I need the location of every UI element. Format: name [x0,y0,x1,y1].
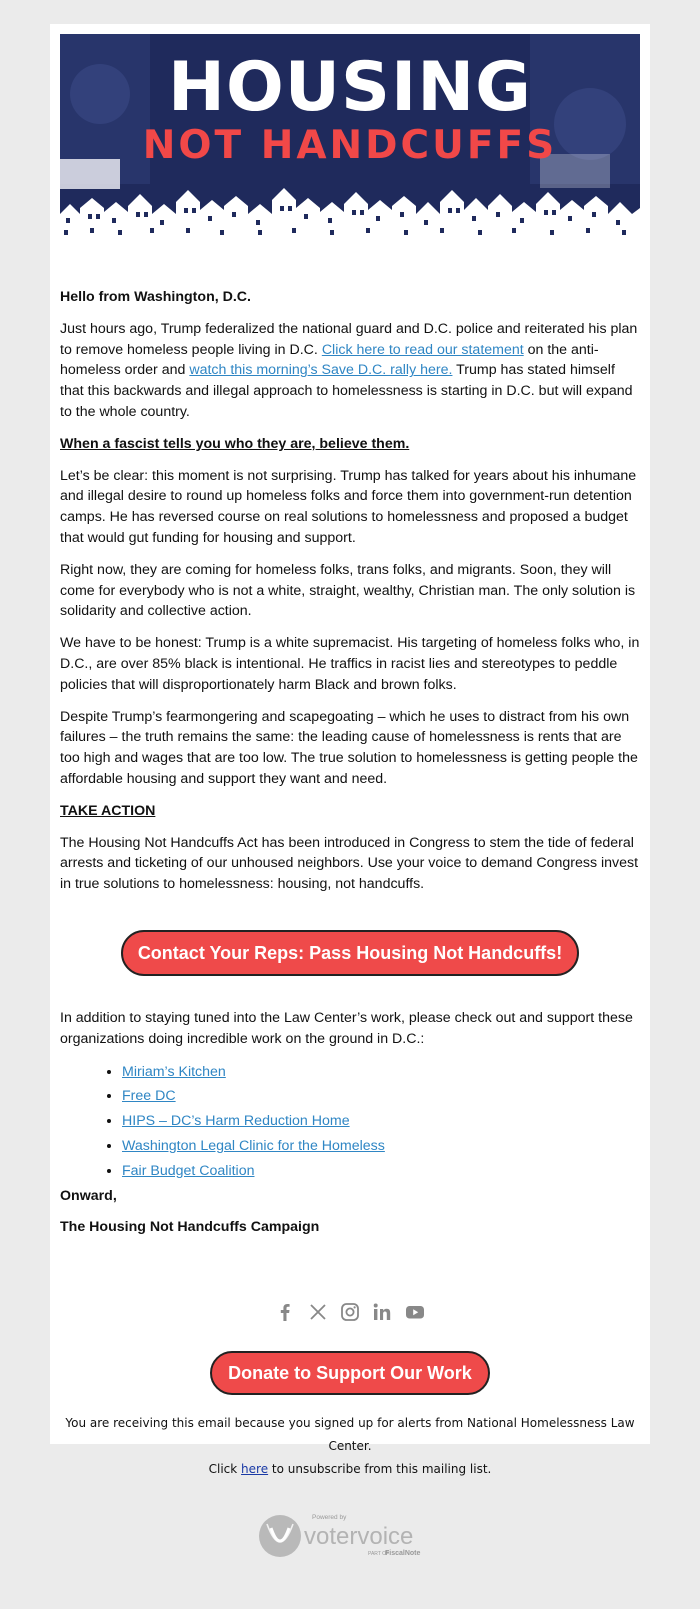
email-card [50,24,650,1444]
footer-notice: You are receiving this email because you signed up for alerts from National Homelessness Law Center. [65,1416,635,1453]
org-link-miriams-kitchen[interactable]: Miriam’s Kitchen [122,1063,226,1080]
heading-fascist: When a fascist tells you who they are, believe them. [60,435,410,452]
list-item [122,1136,640,1157]
instagram-icon[interactable] [339,1301,361,1323]
list-item [122,1111,640,1132]
paragraph-3: Right now, they are coming for homeless folks, trans folks, and migrants. Soon, they will come for everybody who is not a white, straight, wealthy, Christian man. The only solution is solidarity and collective action. [60,561,636,620]
list-item [122,1062,640,1083]
hero-title: HOUSING [168,48,532,127]
signature: The Housing Not Handcuffs Campaign [60,1219,320,1236]
donate-button[interactable]: Donate to Support Our Work [210,1351,490,1395]
x-icon[interactable] [307,1301,329,1323]
unsubscribe-link[interactable]: here [241,1462,269,1476]
heading-take-action: TAKE ACTION [60,802,156,819]
paragraph-intro: Just hours ago, Trump federalized the national guard and D.C. police and reiterated his plan to remove homeless people living in D.C. Click here to read our statement on the anti-homeless order and watch this morning’s Save D.C. rally here. Trump has stated himself that this backwards and illegal approach to homelessness is starting in D.C. but will expand to the whole country. [60,320,638,420]
part-of-text: PART OF [368,1551,390,1557]
closing: Onward, [60,1187,117,1204]
hero-subtitle: NOT HANDCUFFS [142,123,558,168]
email-body [60,287,640,1249]
org-link-free-dc[interactable]: Free DC [122,1088,176,1105]
votervoice-wordmark: votervoice [304,1523,414,1550]
org-link-wlch[interactable]: Washington Legal Clinic for the Homeless [122,1137,385,1154]
donate-container [50,1351,650,1395]
facebook-icon[interactable] [274,1301,296,1323]
greeting: Hello from Washington, D.C. [60,289,251,305]
votervoice-logo[interactable] [258,1510,430,1560]
social-links [50,1301,650,1323]
paragraph-5: Despite Trump’s fearmongering and scapegoating – which he uses to distract from his own failures – the truth remains the same: the leading cause of homelessness is rents that are too high and wages that are too low. The true solution to homelessness is getting people the affordable housing and support they want and need. [60,708,638,787]
paragraph-2: Let’s be clear: this moment is not surprising. Trump has talked for years about his inhumane and illegal desire to round up homeless folks and force them into government-run detention camps. He has reversed course on real solutions to homelessness and proposed a budget that would gut funding for housing and support. [60,467,637,546]
fiscalnote-text: FiscalNote [385,1550,421,1557]
footer-unsubscribe: Click here to unsubscribe from this mailing list. [208,1462,492,1476]
house-skyline-graphic [60,184,640,240]
paragraph-7: In addition to staying tuned into the Law Center’s work, please check out and support these organizations doing incredible work on the ground in D.C.: [60,1009,633,1047]
org-link-fair-budget[interactable]: Fair Budget Coalition [122,1162,255,1179]
contact-reps-button[interactable]: Contact Your Reps: Pass Housing Not Handcuffs! [121,930,579,976]
cta-container [60,930,640,1008]
org-list [60,1062,640,1182]
paragraph-6: The Housing Not Handcuffs Act has been introduced in Congress to stem the tide of federal arrests and ticketing of our unhoused neighbors. Use your voice to demand Congress invest in true solutions to homelessness: housing, not handcuffs. [60,834,639,893]
footer [50,1412,650,1481]
list-item [122,1161,640,1182]
paragraph-4: We have to be honest: Trump is a white supremacist. His targeting of homeless folks who, in D.C., are over 85% black is intentional. He traffics in racist lies and stereotypes to peddle policies that will disproportionately harm Black and brown folks. [60,635,640,693]
list-item [122,1086,640,1107]
linkedin-icon[interactable] [371,1301,393,1323]
statement-link[interactable]: Click here to read our statement [321,341,524,358]
hero-banner [60,34,640,240]
org-link-hips[interactable]: HIPS – DC’s Harm Reduction Home [122,1113,350,1130]
rally-link[interactable]: watch this morning’s Save D.C. rally here. [189,362,453,379]
youtube-icon[interactable] [404,1301,426,1323]
powered-by-text: Powered by [312,1514,347,1521]
